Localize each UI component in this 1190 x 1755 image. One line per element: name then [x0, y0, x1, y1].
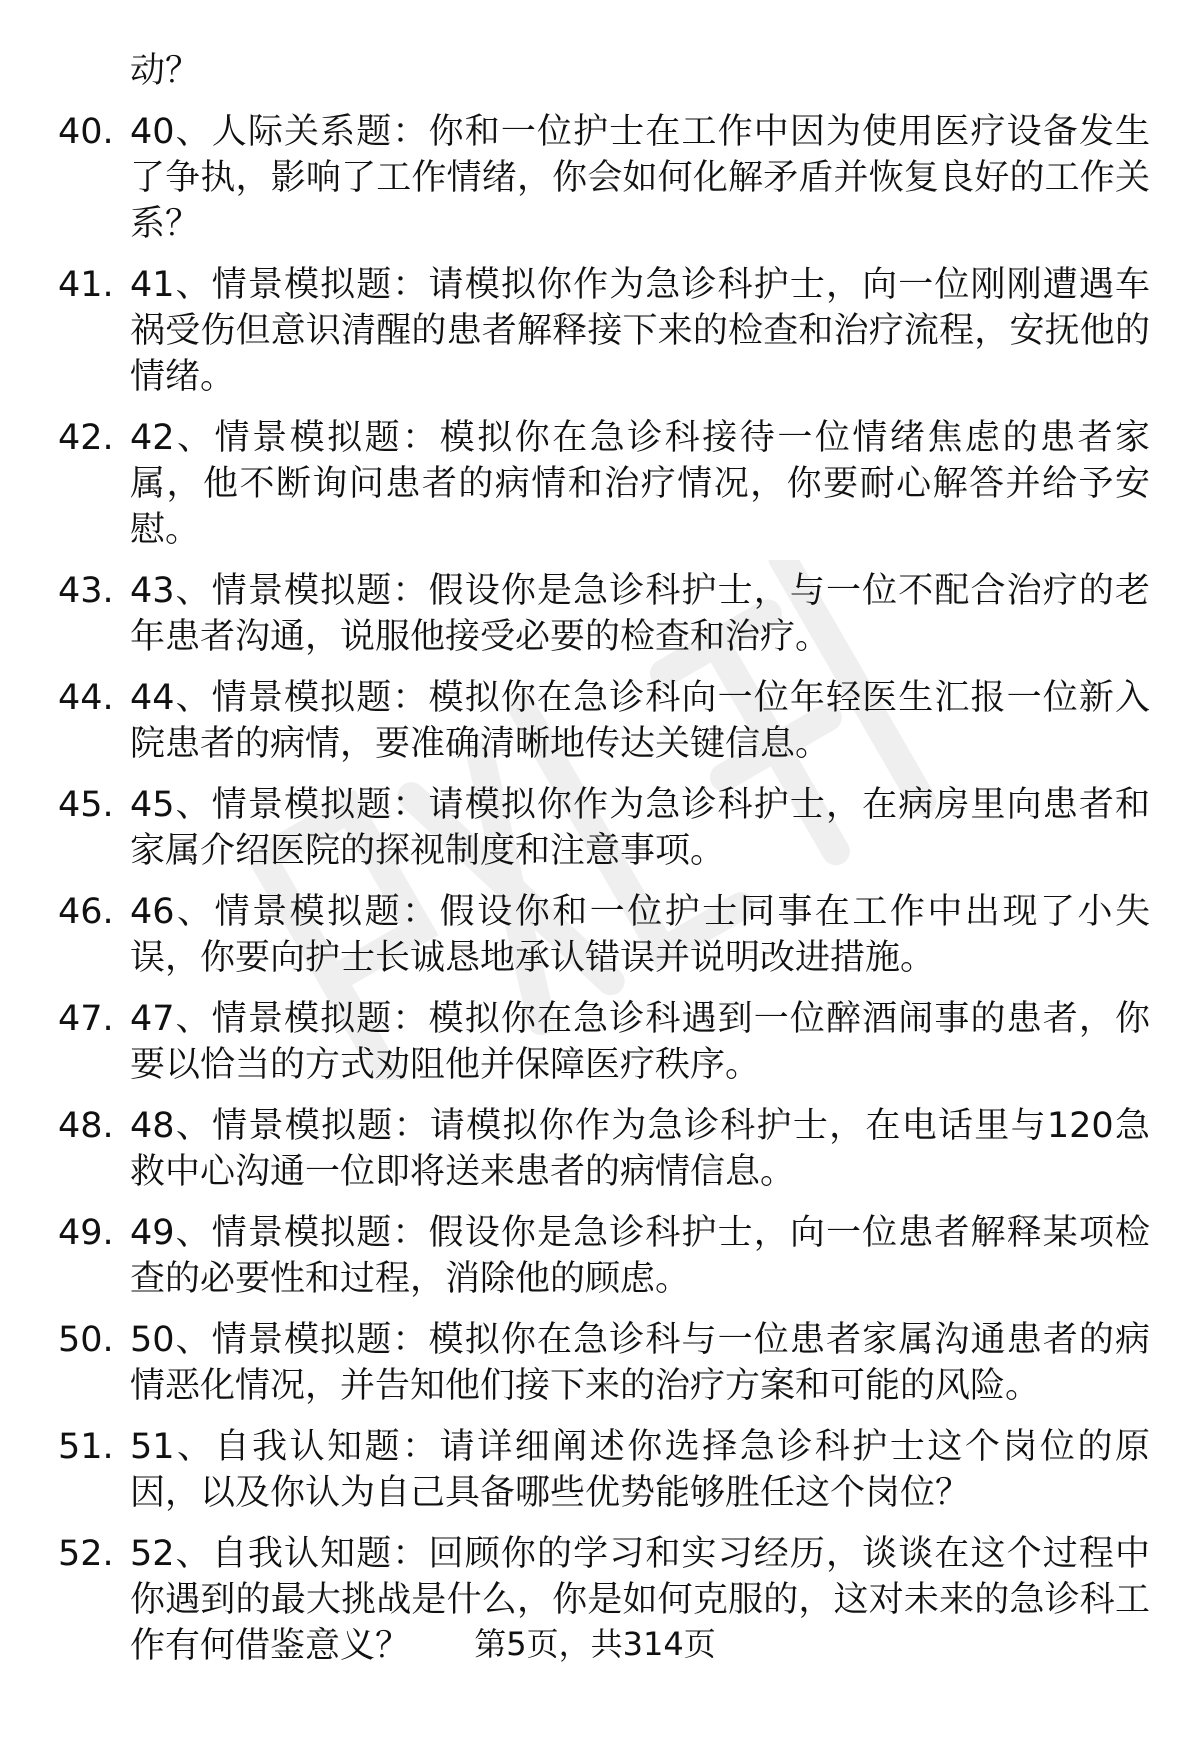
question-text: 44、情景模拟题：模拟你在急诊科向一位年轻医生汇报一位新入院患者的病情，要准确清晰地传达关键信息。 [130, 678, 1150, 764]
question-item [0, 1103, 1190, 1195]
question-number: 46. [58, 892, 114, 932]
question-text: 51、自我认知题：请详细阐述你选择急诊科护士这个岗位的原因，以及你认为自己具备哪些优势能够胜任这个岗位？ [130, 1427, 1150, 1513]
question-item [0, 109, 1190, 247]
question-text: 41、情景模拟题：请模拟你作为急诊科护士，向一位刚刚遭遇车祸受伤但意识清醒的患者解释接下来的检查和治疗流程，安抚他的情绪。 [130, 265, 1150, 397]
question-number: 43. [58, 571, 114, 611]
question-item [0, 1424, 1190, 1516]
question-item [0, 675, 1190, 767]
question-item [0, 782, 1190, 874]
question-text: 46、情景模拟题：假设你和一位护士同事在工作中出现了小失误，你要向护士长诚恳地承认错误并说明改进措施。 [130, 892, 1150, 978]
question-number: 44. [58, 678, 114, 718]
question-text: 52、自我认知题：回顾你的学习和实习经历，谈谈在这个过程中你遇到的最大挑战是什么，你是如何克服的，这对未来的急诊科工作有何借鉴意义？ [130, 1534, 1150, 1666]
question-text: 49、情景模拟题：假设你是急诊科护士，向一位患者解释某项检查的必要性和过程，消除他的顾虑。 [130, 1213, 1150, 1299]
question-number: 41. [58, 265, 114, 305]
question-text: 42、情景模拟题：模拟你在急诊科接待一位情绪焦虑的患者家属，他不断询问患者的病情和治疗情况，你要耐心解答并给予安慰。 [130, 418, 1150, 550]
question-text: 40、人际关系题：你和一位护士在工作中因为使用医疗设备发生了争执，影响了工作情绪，你会如何化解矛盾并恢复良好的工作关系？ [130, 112, 1150, 244]
question-number: 50. [58, 1320, 114, 1360]
question-item [0, 415, 1190, 553]
question-text: 47、情景模拟题：模拟你在急诊科遇到一位醉酒闹事的患者，你要以恰当的方式劝阻他并保障医疗秩序。 [130, 999, 1150, 1085]
question-item [0, 262, 1190, 400]
question-text: 43、情景模拟题：假设你是急诊科护士，与一位不配合治疗的老年患者沟通，说服他接受必要的检查和治疗。 [130, 571, 1150, 657]
question-number: 51. [58, 1427, 114, 1467]
page-footer: 第5页，共314页 [474, 1625, 716, 1663]
question-number: 45. [58, 785, 114, 825]
question-item [0, 1317, 1190, 1409]
question-item [0, 568, 1190, 660]
question-number: 40. [58, 112, 114, 152]
question-item [0, 1210, 1190, 1302]
continued-text: 动？ [130, 51, 201, 91]
question-list [0, 109, 1190, 1684]
question-text: 48、情景模拟题：请模拟你作为急诊科护士，在电话里与120急救中心沟通一位即将送来患者的病情信息。 [130, 1106, 1150, 1192]
question-item [0, 889, 1190, 981]
question-number: 47. [58, 999, 114, 1039]
question-item [0, 996, 1190, 1088]
question-text: 50、情景模拟题：模拟你在急诊科与一位患者家属沟通患者的病情恶化情况，并告知他们接下来的治疗方案和可能的风险。 [130, 1320, 1150, 1406]
question-number: 52. [58, 1534, 114, 1574]
question-text: 45、情景模拟题：请模拟你作为急诊科护士，在病房里向患者和家属介绍医院的探视制度和注意事项。 [130, 785, 1150, 871]
question-number: 48. [58, 1106, 114, 1146]
question-number: 42. [58, 418, 114, 458]
question-number: 49. [58, 1213, 114, 1253]
